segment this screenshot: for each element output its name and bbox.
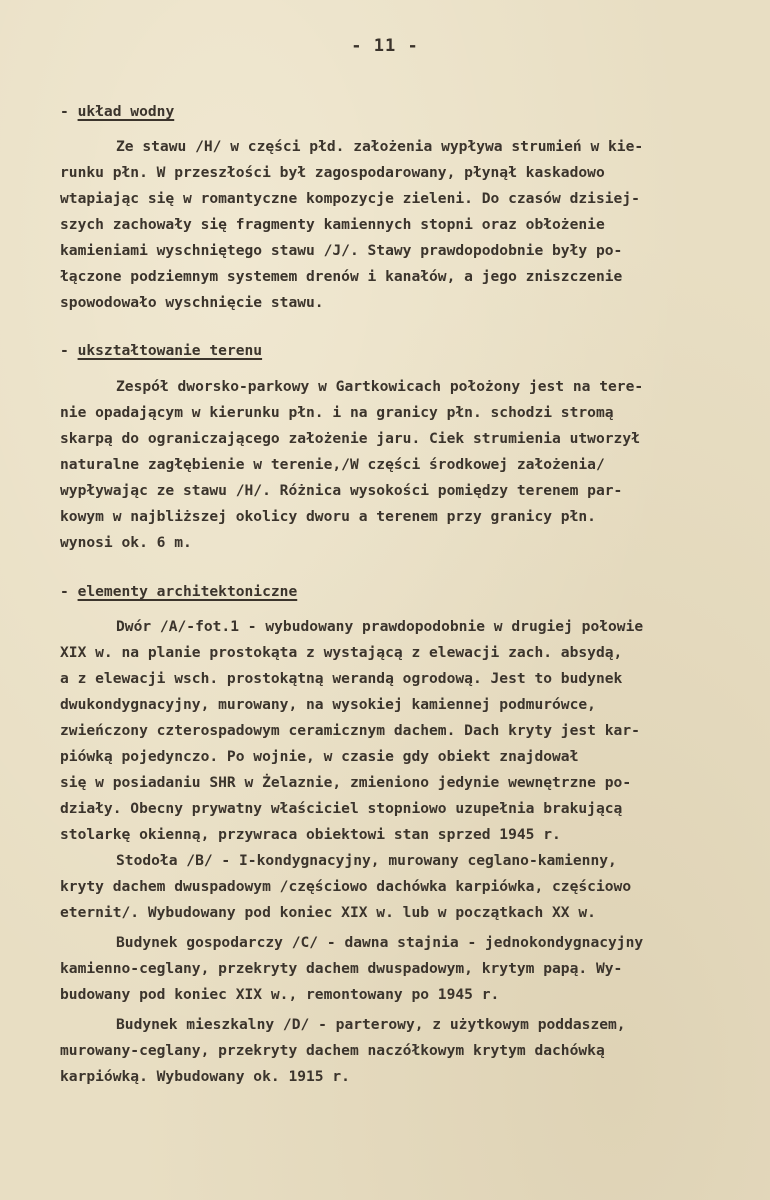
paragraph-line: kowym w najbliższej okolicy dworu a terenem przy granicy płn. <box>60 508 596 525</box>
heading-dash: - <box>60 342 78 359</box>
paragraph-line: działy. Obecny prywatny właściciel stopniowo uzupełnia brakującą <box>60 800 623 817</box>
page-number: - 11 - <box>351 36 419 56</box>
paragraph-line: Budynek gospodarczy /C/ - dawna stajnia - jednokondygnacyjny <box>116 934 644 951</box>
section-heading-terrain <box>60 342 262 359</box>
heading-dash: - <box>60 103 78 120</box>
paragraph-line: kryty dachem dwuspadowym /częściowo dachówka karpiówka, częściowo <box>60 878 632 895</box>
paragraph-line: a z elewacji wsch. prostokątną werandą ogrodową. Jest to budynek <box>60 670 623 687</box>
paragraph-line: budowany pod koniec XIX w., remontowany po 1945 r. <box>60 986 500 1003</box>
paragraph-line: naturalne zagłębienie w terenie,/W części środkowej założenia/ <box>60 456 605 473</box>
paragraph-line: skarpą do ograniczającego założenie jaru. Ciek strumienia utworzył <box>60 430 640 447</box>
paragraph-line: szych zachowały się fragmenty kamiennych stopni oraz obłożenie <box>60 216 605 233</box>
section-heading-water-system <box>60 103 174 120</box>
paragraph-line: zwieńczony czterospadowym ceramicznym dachem. Dach kryty jest kar- <box>60 722 640 739</box>
heading-text: układ wodny <box>77 103 175 120</box>
paragraph-line: piówką pojedynczo. Po wojnie, w czasie gdy obiekt znajdował <box>60 748 579 765</box>
paragraph-line: łączone podziemnym systemem drenów i kanałów, a jego zniszczenie <box>60 268 623 285</box>
paragraph-line: dwukondygnacyjny, murowany, na wysokiej kamiennej podmurówce, <box>60 696 596 713</box>
paragraph-line: Budynek mieszkalny /D/ - parterowy, z użytkowym poddaszem, <box>116 1016 626 1033</box>
paragraph-line: Ze stawu /H/ w części płd. założenia wypływa strumień w kie- <box>116 138 644 155</box>
paragraph-line: Stodoła /B/ - I-kondygnacyjny, murowany ceglano-kamienny, <box>116 852 617 869</box>
paragraph-line: murowany-ceglany, przekryty dachem naczółkowym krytym dachówką <box>60 1042 605 1059</box>
paragraph-line: wypływając ze stawu /H/. Różnica wysokości pomiędzy terenem par- <box>60 482 623 499</box>
section-heading-architecture <box>60 583 297 600</box>
paragraph-line: Zespół dworsko-parkowy w Gartkowicach położony jest na tere- <box>116 378 644 395</box>
heading-text: ukształtowanie terenu <box>77 342 263 359</box>
heading-dash: - <box>60 583 78 600</box>
paragraph-line: stolarkę okienną, przywraca obiektowi stan sprzed 1945 r. <box>60 826 561 843</box>
paragraph-line: karpiówką. Wybudowany ok. 1915 r. <box>60 1068 350 1085</box>
paragraph-line: wtapiając się w romantyczne kompozycje zieleni. Do czasów dzisiej- <box>60 190 640 207</box>
paragraph-line: XIX w. na planie prostokąta z wystającą z elewacji zach. absydą, <box>60 644 623 661</box>
paragraph-line: eternit/. Wybudowany pod koniec XIX w. lub w początkach XX w. <box>60 904 596 921</box>
paragraph-line: kamienno-ceglany, przekryty dachem dwuspadowym, krytym papą. Wy- <box>60 960 623 977</box>
paragraph-line: nie opadającym w kierunku płn. i na granicy płn. schodzi stromą <box>60 404 614 421</box>
heading-text: elementy architektoniczne <box>77 583 298 600</box>
paragraph-line: wynosi ok. 6 m. <box>60 534 192 551</box>
paragraph-line: kamieniami wyschniętego stawu /J/. Stawy prawdopodobnie były po- <box>60 242 623 259</box>
paragraph-line: Dwór /A/-fot.1 - wybudowany prawdopodobnie w drugiej połowie <box>116 618 644 635</box>
paragraph-line: spowodowało wyschnięcie stawu. <box>60 294 324 311</box>
paragraph-line: się w posiadaniu SHR w Żelaznie, zmieniono jedynie wewnętrzne po- <box>60 774 632 791</box>
paragraph-line: runku płn. W przeszłości był zagospodarowany, płynął kaskadowo <box>60 164 605 181</box>
